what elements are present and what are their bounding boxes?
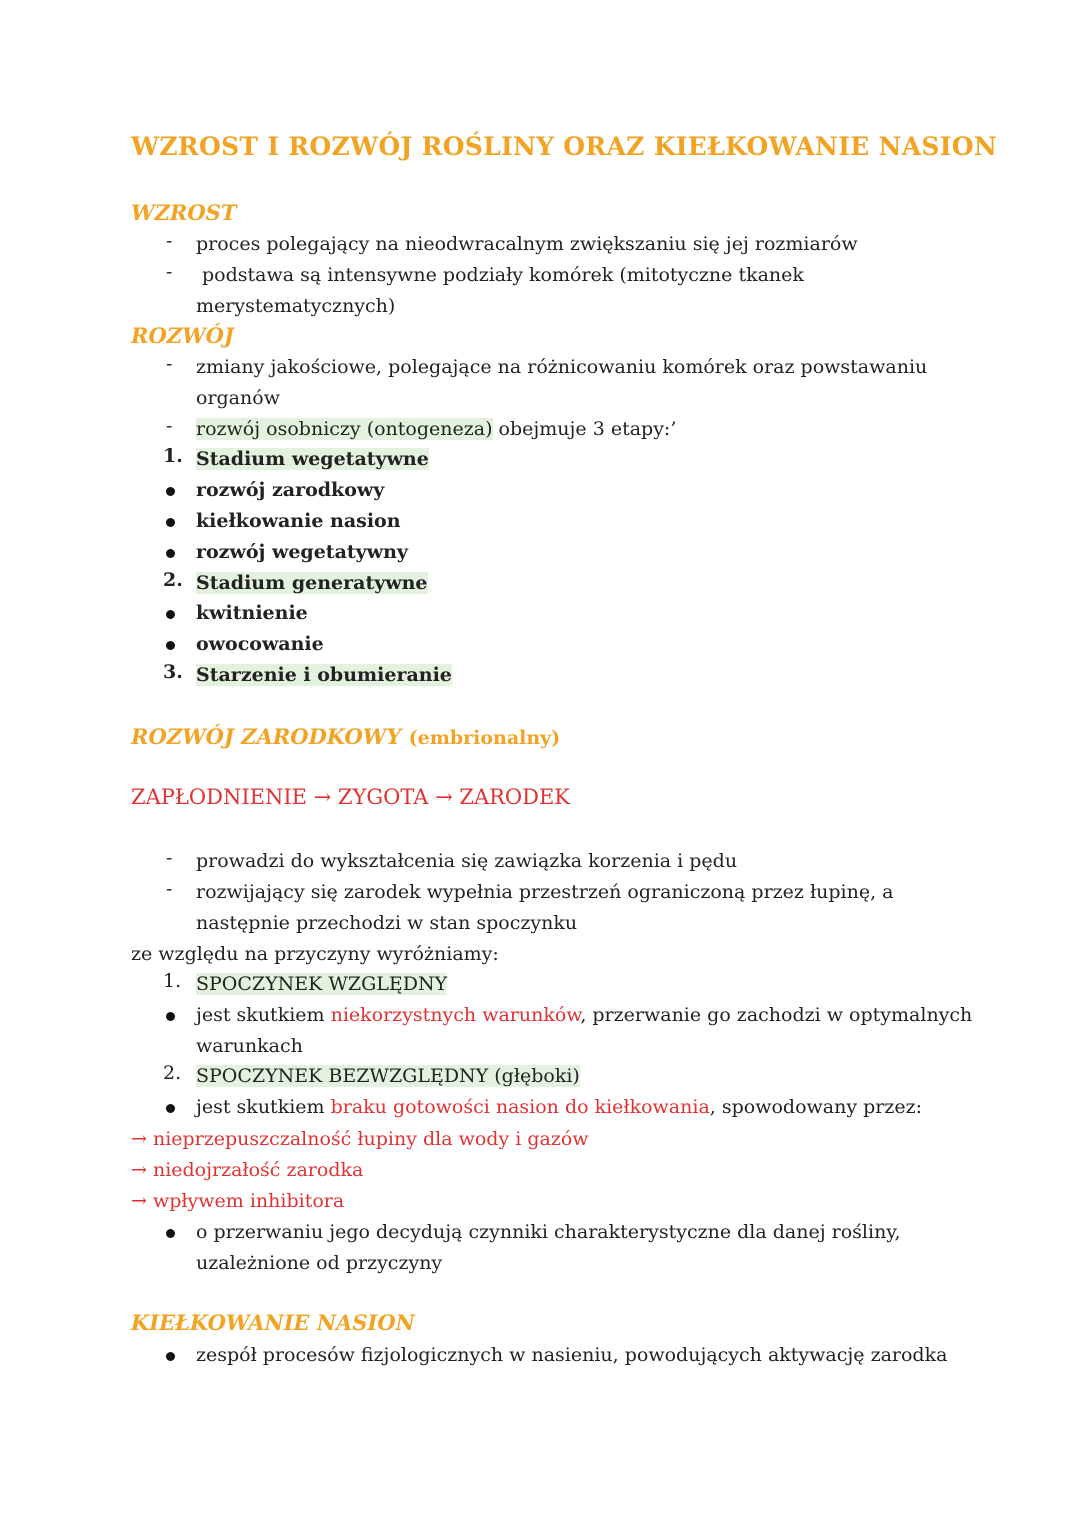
heading-rozwoj-zarodkowy <box>131 724 560 749</box>
cause-item: → wpływem inhibitora <box>131 1190 345 1212</box>
heading-kielkowanie: KIEŁKOWANIE NASION <box>131 1310 415 1335</box>
spoczynek-1-label: SPOCZYNEK WZGLĘDNY <box>196 973 448 995</box>
stage-3-title <box>196 660 452 691</box>
stage-3-label: Starzenie i obumieranie <box>196 664 452 686</box>
dash-marker: - <box>166 353 173 375</box>
wzrost-item-2-cont: merystematycznych) <box>196 295 396 317</box>
bullet-icon <box>166 610 175 619</box>
dash-marker: - <box>166 261 173 283</box>
kielkowanie-item-1: zespół procesów fizjologicznych w nasieniu, powodujących aktywację zarodka <box>196 1344 948 1366</box>
stage-1-item: rozwój wegetatywny <box>196 541 408 563</box>
spoczynek-2-label: SPOCZYNEK BEZWZGLĘDNY <box>196 1065 489 1087</box>
spoczynek-2-sub: (głęboki) <box>488 1065 580 1087</box>
bullet-icon <box>166 1352 175 1361</box>
spoczynek-3-desc: o przerwaniu jego decydują czynniki charakterystyczne dla danej rośliny, <box>196 1221 901 1243</box>
red-text: niekorzystnych warunków <box>330 1004 581 1026</box>
stage-2-item: kwitnienie <box>196 602 308 624</box>
rozwoj-item-1: zmiany jakościowe, polegające na różnicowaniu komórek oraz powstawaniu <box>196 356 928 378</box>
rozwoj-item-1-cont: organów <box>196 387 280 409</box>
spoczynek-number: 1. <box>163 970 182 992</box>
rozwoj-item-2-rest: obejmuje 3 etapy:’ <box>492 418 677 440</box>
dash-marker: - <box>166 415 173 437</box>
zarodkowy-item-1: prowadzi do wykształcenia się zawiązka korzenia i pędu <box>196 850 738 872</box>
heading-wzrost: WZROST <box>131 200 237 225</box>
stage-1-item: rozwój zarodkowy <box>196 479 385 501</box>
heading-rozwoj-zarodkowy-label: ROZWÓJ ZARODKOWY <box>131 724 402 749</box>
zarodkowy-item-2-cont: następnie przechodzi w stan spoczynku <box>196 912 578 934</box>
stage-number: 3. <box>163 661 183 683</box>
spoczynek-2-title <box>196 1061 580 1092</box>
cause-item: → niedojrzałość zarodka <box>131 1159 364 1181</box>
spoczynek-3-desc-cont: uzależnione od przyczyny <box>196 1252 443 1274</box>
stage-number: 2. <box>163 569 183 591</box>
zarodkowy-intro: ze względu na przyczyny wyróżniamy: <box>131 943 499 965</box>
zarodkowy-item-2: rozwijający się zarodek wypełnia przestrzeń ograniczoną przez łupinę, a <box>196 881 894 903</box>
spoczynek-2-highlight <box>196 1065 580 1087</box>
document-title: WZROST I ROZWÓJ ROŚLINY ORAZ KIEŁKOWANIE NASION <box>131 132 997 161</box>
rozwoj-item-2 <box>196 414 676 445</box>
spoczynek-1-desc <box>196 1000 972 1031</box>
bullet-icon <box>166 1012 175 1021</box>
stage-number: 1. <box>163 445 183 467</box>
stage-1-title <box>196 444 429 475</box>
stage-1-label: Stadium wegetatywne <box>196 448 429 470</box>
spoczynek-number: 2. <box>163 1062 182 1084</box>
sequence-text: ZAPŁODNIENIE → ZYGOTA → ZARODEK <box>131 785 570 809</box>
bullet-icon <box>166 518 175 527</box>
bullet-icon <box>166 549 175 558</box>
cause-item: → nieprzepuszczalność łupiny dla wody i gazów <box>131 1128 589 1150</box>
text-fragment: jest skutkiem <box>196 1096 331 1118</box>
text-fragment: , przerwanie go zachodzi w optymalnych <box>580 1004 973 1026</box>
dash-marker: - <box>166 847 173 869</box>
spoczynek-1-desc-cont: warunkach <box>196 1035 303 1057</box>
dash-marker: - <box>166 230 173 252</box>
wzrost-item-1: proces polegający na nieodwracalnym zwiększaniu się jej rozmiarów <box>196 233 858 255</box>
text-fragment: jest skutkiem <box>196 1004 331 1026</box>
dash-marker: - <box>166 878 173 900</box>
bullet-icon <box>166 1104 175 1113</box>
highlight-ontogeneza: rozwój osobniczy (ontogeneza) <box>196 418 493 440</box>
bullet-icon <box>166 1229 175 1238</box>
bullet-icon <box>166 641 175 650</box>
stage-1-item: kiełkowanie nasion <box>196 510 401 532</box>
heading-subtitle: (embrionalny) <box>408 727 561 749</box>
red-text: braku gotowości nasion do kiełkowania <box>330 1096 710 1118</box>
spoczynek-1-title <box>196 969 447 1000</box>
stage-2-title <box>196 568 428 599</box>
text-fragment: , spowodowany przez: <box>709 1096 923 1118</box>
spoczynek-2-desc <box>196 1092 922 1123</box>
stage-2-label: Stadium generatywne <box>196 572 428 594</box>
bullet-icon <box>166 487 175 496</box>
wzrost-item-2: podstawa są intensywne podziały komórek (mitotyczne tkanek <box>202 264 804 286</box>
stage-2-item: owocowanie <box>196 633 324 655</box>
heading-rozwoj: ROZWÓJ <box>131 323 234 348</box>
